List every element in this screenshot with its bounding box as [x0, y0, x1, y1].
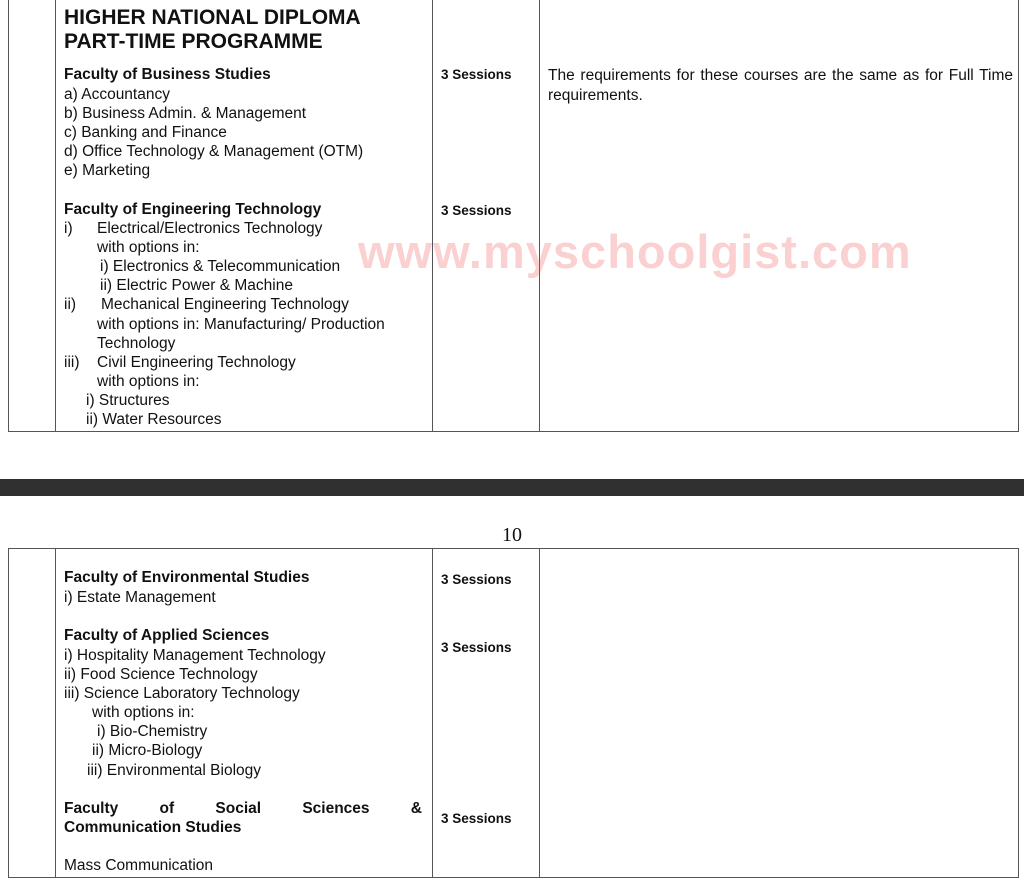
option-item: i) Electronics & Telecommunication	[100, 258, 341, 275]
option-item: Technology	[97, 335, 176, 352]
faculty-social-heading	[64, 800, 422, 818]
course-item: i) Hospitality Management Technology	[64, 647, 326, 664]
course-item: a) Accountancy	[64, 86, 170, 103]
course-item: iii) Science Laboratory Technology	[64, 685, 300, 702]
column-divider	[55, 549, 56, 877]
faculty-engineering-heading: Faculty of Engineering Technology	[64, 201, 322, 218]
heading-word: Social	[215, 800, 262, 817]
options-label: with options in:	[97, 239, 200, 256]
page-separator	[0, 479, 1024, 496]
course-item: ii) Food Science Technology	[64, 666, 258, 683]
column-divider	[432, 549, 433, 877]
duration-social: 3 Sessions	[441, 811, 512, 826]
course-item: Civil Engineering Technology	[97, 354, 296, 371]
faculty-applied-heading: Faculty of Applied Sciences	[64, 627, 270, 644]
heading-word: of	[159, 800, 175, 817]
column-divider	[432, 0, 433, 431]
duration-business: 3 Sessions	[441, 67, 512, 82]
options-label: with options in: Manufacturing/ Production	[97, 316, 385, 333]
options-label: with options in:	[92, 704, 195, 721]
list-number: iii)	[64, 354, 80, 371]
course-item: i) Estate Management	[64, 589, 216, 606]
column-divider	[539, 0, 540, 431]
heading-word: Sciences	[302, 800, 370, 817]
options-label: with options in:	[97, 373, 200, 390]
programme-title-line1: HIGHER NATIONAL DIPLOMA	[64, 6, 361, 29]
programme-title-line2: PART-TIME PROGRAMME	[64, 30, 323, 53]
course-item: Mechanical Engineering Technology	[101, 296, 349, 313]
course-item: Mass Communication	[64, 857, 214, 874]
course-item: Electrical/Electronics Technology	[97, 220, 323, 237]
option-item: ii) Electric Power & Machine	[100, 277, 293, 294]
course-item: b) Business Admin. & Management	[64, 105, 307, 122]
duration-engineering: 3 Sessions	[441, 203, 512, 218]
course-item: d) Office Technology & Management (OTM)	[64, 143, 364, 160]
faculty-social-heading-line2: Communication Studies	[64, 819, 242, 836]
faculty-environmental-heading: Faculty of Environmental Studies	[64, 569, 310, 586]
heading-word: &	[410, 800, 422, 817]
option-item: i) Structures	[86, 392, 170, 409]
course-item: e) Marketing	[64, 162, 151, 179]
option-item: ii) Micro-Biology	[92, 742, 203, 759]
column-divider	[539, 549, 540, 877]
option-item: i) Bio-Chemistry	[97, 723, 208, 740]
list-number: i)	[64, 220, 73, 237]
duration-applied: 3 Sessions	[441, 640, 512, 655]
faculty-business-heading: Faculty of Business Studies	[64, 66, 271, 83]
column-divider	[55, 0, 56, 431]
list-number: ii)	[64, 296, 77, 313]
option-item: ii) Water Resources	[86, 411, 222, 428]
duration-environmental: 3 Sessions	[441, 572, 512, 587]
heading-word: Faculty	[64, 800, 119, 817]
option-item: iii) Environmental Biology	[87, 762, 262, 779]
page-number: 10	[502, 524, 522, 546]
course-item: c) Banking and Finance	[64, 124, 227, 141]
requirements-text: The requirements for these courses are the same as for Full Time requirements.	[548, 67, 1013, 104]
watermark: www.myschoolgist.com	[358, 225, 912, 278]
